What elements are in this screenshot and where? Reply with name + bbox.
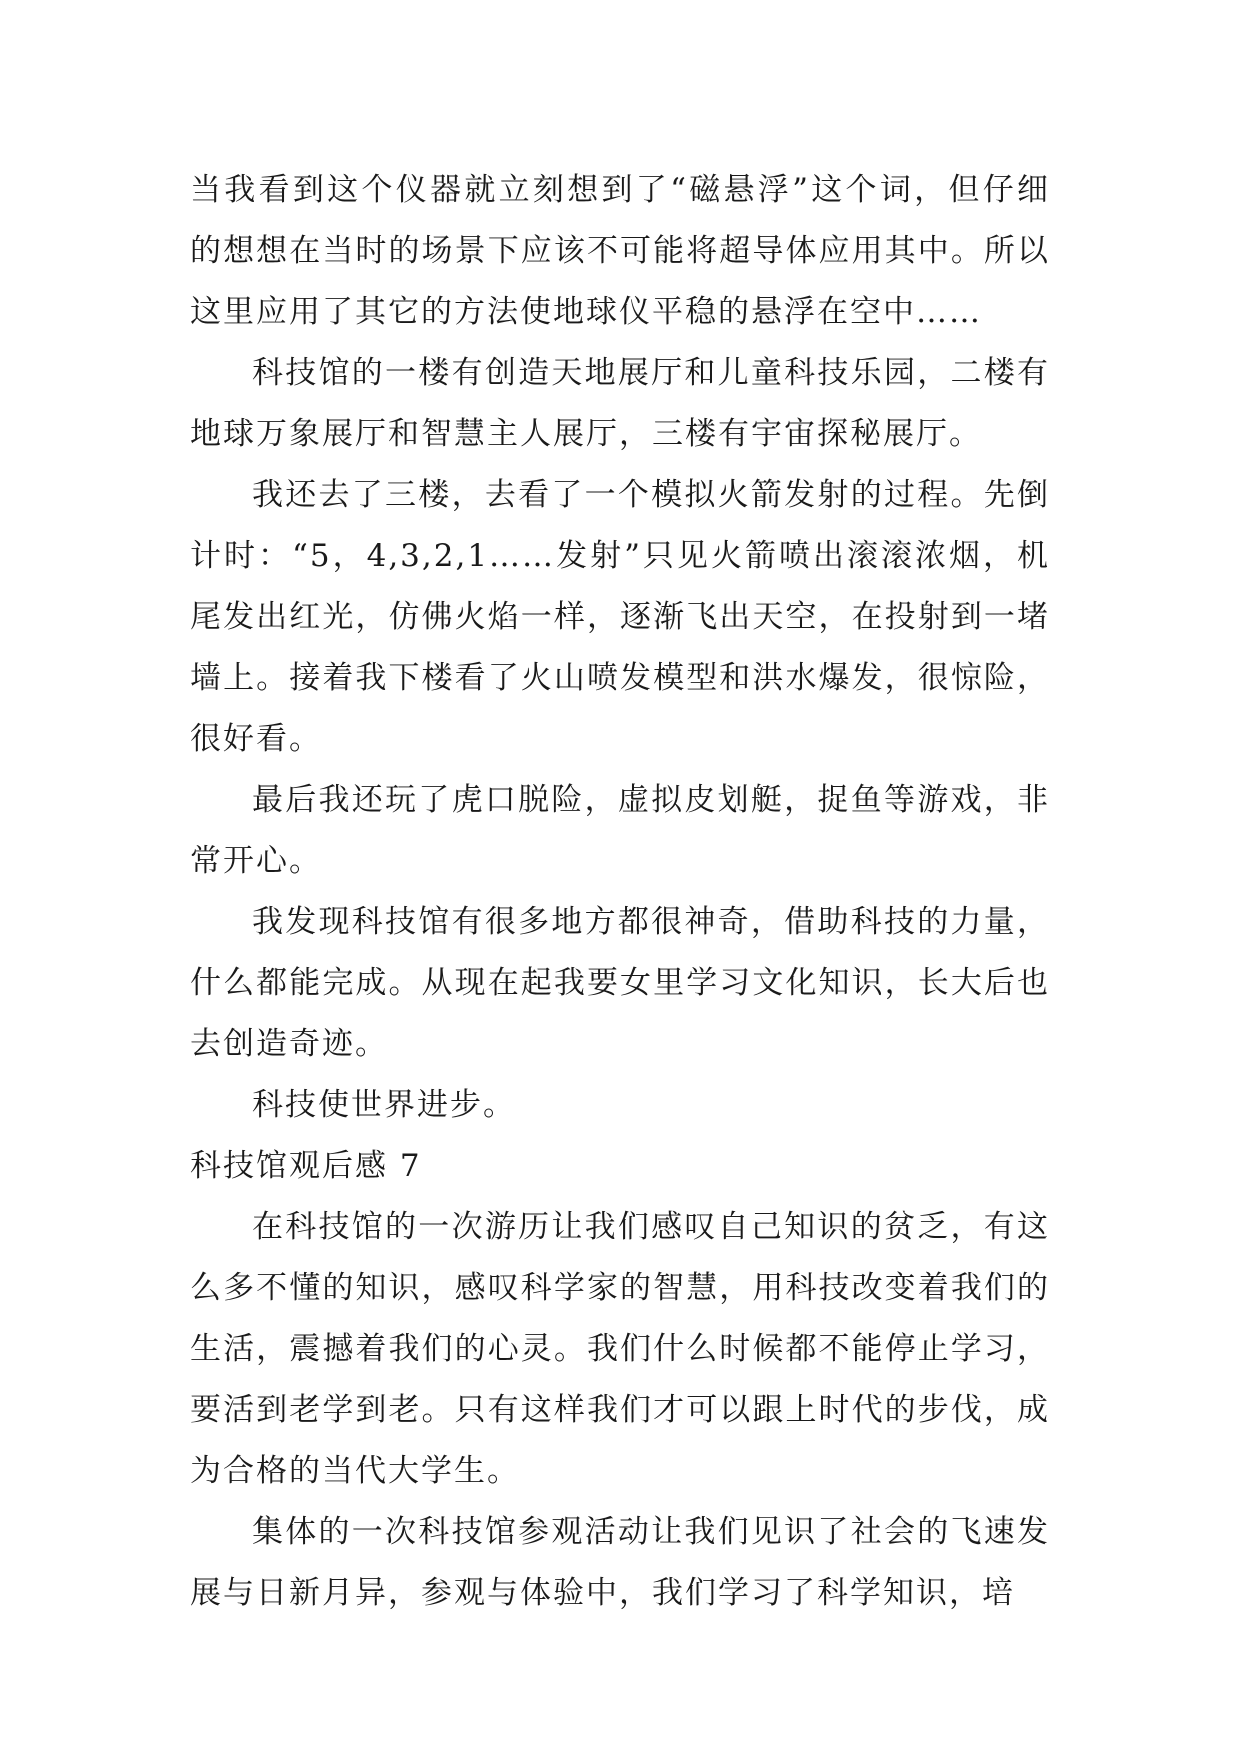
paragraph-rocket-launch: 我还去了三楼，去看了一个模拟火箭发射的过程。先倒计时：“5，4,3,2,1……发射”只见火箭喷出滚滚浓烟，机尾发出红光，仿佛火焰一样，逐渐飞出天空，在投射到一堵墙上。接着我下楼看了火山喷发模型和洪水爆发，很惊险，很好看。: [190, 477, 1050, 757]
paragraph-games: 最后我还玩了虎口脱险，虚拟皮划艇，捉鱼等游戏，非常开心。: [190, 782, 1050, 879]
paragraph-discovery: 我发现科技馆有很多地方都很神奇，借助科技的力量，什么都能完成。从现在起我要女里学习文化知识，长大后也去创造奇迹。: [190, 904, 1050, 1062]
paragraph-maglev-globe: 当我看到这个仪器就立刻想到了“磁悬浮”这个词，但仔细的想想在当时的场景下应该不可能将超导体应用其中。所以这里应用了其它的方法使地球仪平稳的悬浮在空中……: [190, 172, 1050, 330]
section-heading: 科技馆观后感 7: [190, 1148, 422, 1184]
document-body: [190, 160, 1050, 1624]
paragraph-floor-layout: 科技馆的一楼有创造天地展厅和儿童科技乐园，二楼有地球万象展厅和智慧主人展厅，三楼有宇宙探秘展厅。: [190, 355, 1050, 452]
paragraph-conclusion: 科技使世界进步。: [252, 1087, 516, 1123]
paragraph-group-visit: 集体的一次科技馆参观活动让我们见识了社会的飞速发展与日新月异，参观与体验中，我们学习了科学知识，培: [190, 1514, 1050, 1611]
paragraph-reflection: 在科技馆的一次游历让我们感叹自己知识的贫乏，有这么多不懂的知识，感叹科学家的智慧，用科技改变着我们的生活，震撼着我们的心灵。我们什么时候都不能停止学习，要活到老学到老。只有这样我们才可以跟上时代的步伐，成为合格的当代大学生。: [190, 1209, 1050, 1489]
